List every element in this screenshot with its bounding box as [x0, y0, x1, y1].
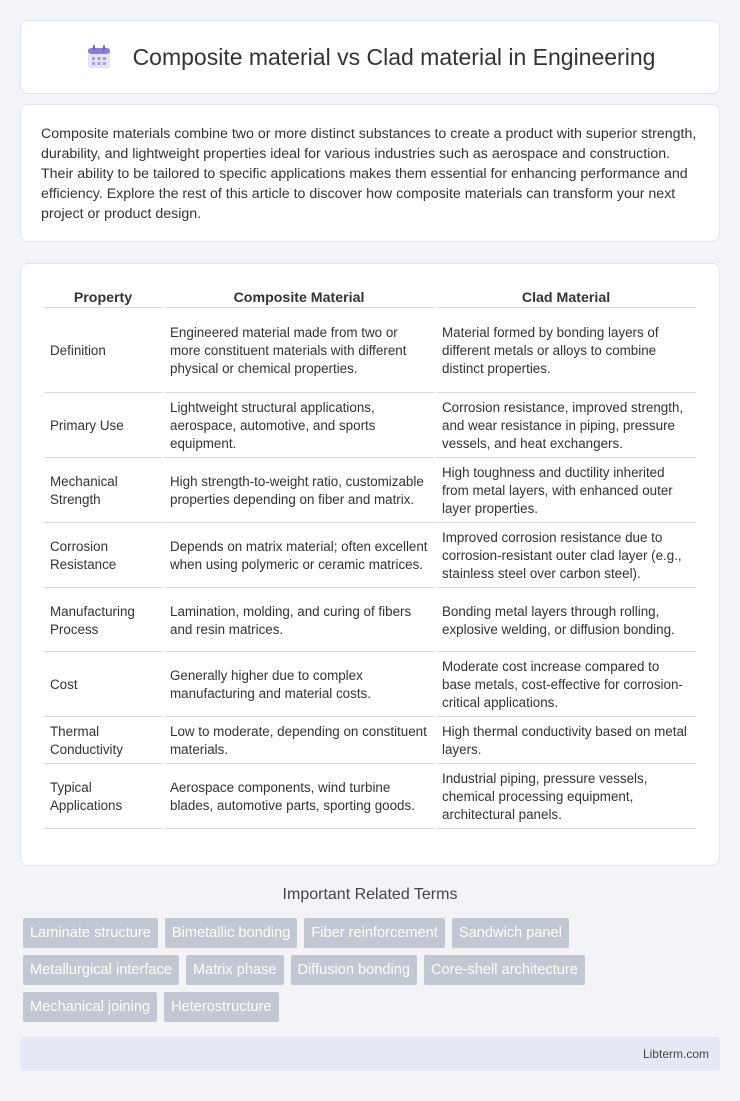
table-cell: Manufacturing Process [44, 590, 162, 652]
table-cell: Definition [44, 310, 162, 393]
comparison-card [20, 263, 720, 866]
related-term-tag[interactable]: Heterostructure [164, 992, 279, 1022]
related-term-tag[interactable]: Fiber reinforcement [304, 918, 445, 948]
table-cell: Low to moderate, depending on constituent materials. [164, 719, 434, 764]
table-row [44, 310, 696, 393]
table-cell: High thermal conductivity based on metal layers. [436, 719, 696, 764]
table-cell: Engineered material made from two or more constituent materials with different physical or chemical properties. [164, 310, 434, 393]
table-cell: Lamination, molding, and curing of fibers and resin matrices. [164, 590, 434, 652]
calendar-icon [85, 43, 113, 71]
table-cell: Lightweight structural applications, aerospace, automotive, and sports equipment. [164, 395, 434, 458]
table-cell: High strength-to-weight ratio, customizable properties depending on fiber and matrix. [164, 460, 434, 523]
column-header: Composite Material [164, 286, 434, 308]
table-cell: Corrosion resistance, improved strength, and wear resistance in piping, pressure vessels, and heat exchangers. [436, 395, 696, 458]
related-terms-list [20, 918, 720, 1022]
table-cell: Primary Use [44, 395, 162, 458]
table-cell: Thermal Conductivity [44, 719, 162, 764]
table-row [44, 590, 696, 652]
related-term-tag[interactable]: Mechanical joining [23, 992, 157, 1022]
table-cell: Material formed by bonding layers of different metals or alloys to combine distinct properties. [436, 310, 696, 393]
table-cell: Corrosion Resistance [44, 525, 162, 588]
related-term-tag[interactable]: Metallurgical interface [23, 955, 179, 985]
table-cell: Improved corrosion resistance due to corrosion-resistant outer clad layer (e.g., stainless steel over carbon steel). [436, 525, 696, 588]
footer [20, 1037, 720, 1071]
table-row [44, 654, 696, 717]
table-row [44, 719, 696, 764]
related-term-tag[interactable]: Diffusion bonding [291, 955, 418, 985]
related-term-tag[interactable]: Bimetallic bonding [165, 918, 297, 948]
related-term-tag[interactable]: Sandwich panel [452, 918, 569, 948]
related-term-tag[interactable]: Matrix phase [186, 955, 284, 985]
column-header: Property [44, 286, 162, 308]
related-terms-title: Important Related Terms [282, 886, 458, 903]
table-row [44, 395, 696, 458]
table-cell: Aerospace components, wind turbine blades, automotive parts, sporting goods. [164, 766, 434, 829]
table-row [44, 460, 696, 523]
table-cell: Depends on matrix material; often excellent when using polymeric or ceramic matrices. [164, 525, 434, 588]
comparison-table [42, 284, 698, 831]
intro-card [20, 104, 720, 242]
table-cell: High toughness and ductility inherited from metal layers, with enhanced outer layer properties. [436, 460, 696, 523]
related-terms-section [20, 886, 720, 1022]
table-cell: Typical Applications [44, 766, 162, 829]
related-term-tag[interactable]: Laminate structure [23, 918, 158, 948]
table-row [44, 766, 696, 829]
table-cell: Industrial piping, pressure vessels, chemical processing equipment, architectural panels. [436, 766, 696, 829]
table-cell: Bonding metal layers through rolling, explosive welding, or diffusion bonding. [436, 590, 696, 652]
table-cell: Moderate cost increase compared to base metals, cost-effective for corrosion-critical applications. [436, 654, 696, 717]
header-card [20, 20, 720, 94]
page-title: Composite material vs Clad material in Engineering [132, 43, 656, 70]
table-header-row [44, 286, 696, 308]
column-header: Clad Material [436, 286, 696, 308]
related-term-tag[interactable]: Core-shell architecture [424, 955, 585, 985]
table-cell: Generally higher due to complex manufacturing and material costs. [164, 654, 434, 717]
footer-link[interactable]: Libterm.com [642, 1047, 709, 1061]
table-cell: Mechanical Strength [44, 460, 162, 523]
table-cell: Cost [44, 654, 162, 717]
table-row [44, 525, 696, 588]
intro-text: Composite materials combine two or more distinct substances to create a product with superior strength, durability, and lightweight properties ideal for various industries such as aerospace and construction. Their ability to be tailored to specific applications makes them essential for enhancing performance and efficiency. Explore the rest of this article to discover how composite materials can transform your next project or product design. [41, 126, 697, 222]
